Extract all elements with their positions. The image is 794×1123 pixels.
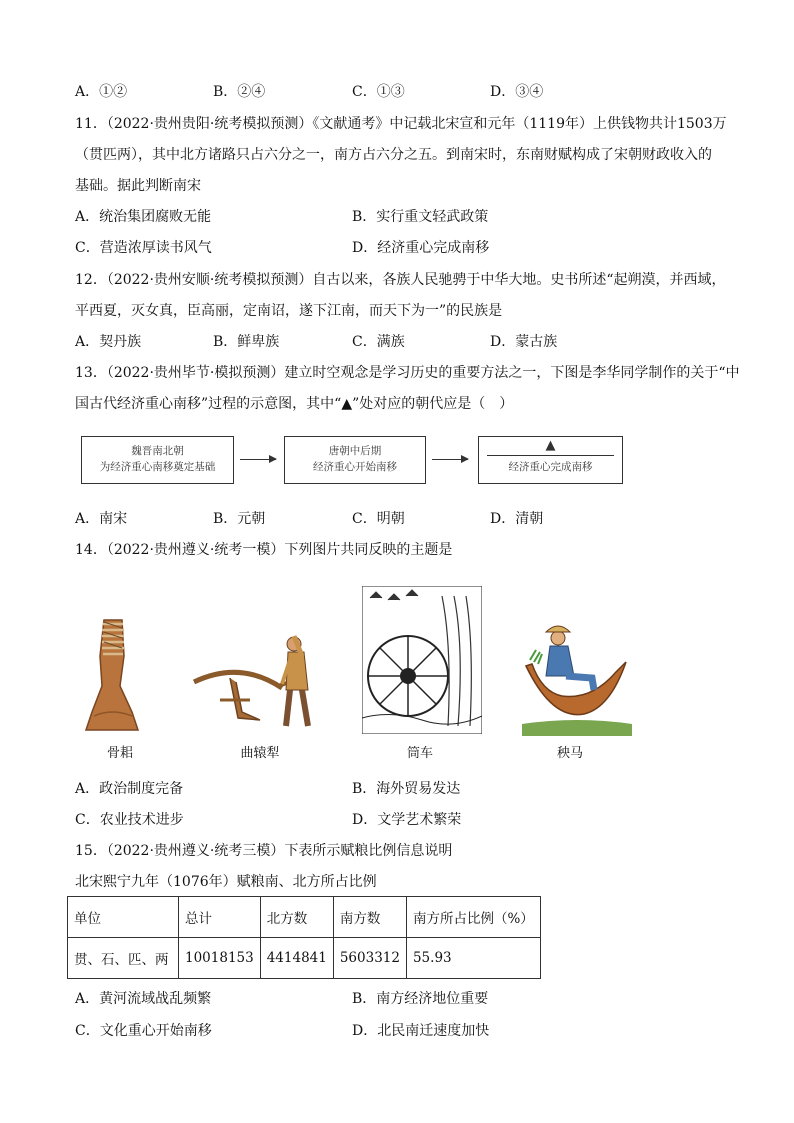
table-cell: 10018153: [179, 938, 261, 979]
bone-spade-image: [76, 616, 148, 734]
table-header-row: [68, 897, 541, 938]
table-cell: 贯、石、匹、两: [68, 938, 179, 979]
q12-option-d: D．蒙古族: [490, 334, 558, 350]
q13-option-b: B．元朝: [213, 511, 266, 527]
triangle-marker-icon: ▲: [545, 438, 556, 453]
flow-arrow-1: [240, 459, 276, 460]
q13-option-a: A．南宋: [75, 511, 128, 527]
caption-curved-plough: 曲辕犁: [240, 746, 280, 761]
q10-option-a: A．①②: [75, 84, 128, 100]
flow-box-tang: [284, 436, 426, 484]
table-row: [68, 938, 541, 979]
q11-option-c: C．营造浓厚读书风气: [75, 240, 212, 256]
table-header-cell: 总计: [179, 897, 261, 938]
flow-box2-desc: 经济重心开始南移: [313, 461, 397, 473]
table-header-cell: 北方数: [260, 897, 333, 938]
curved-plough-image: [190, 630, 330, 730]
q14-stem: 14．（2022·贵州遵义·统考一模）下列图片共同反映的主题是: [75, 542, 453, 558]
table-cell: 55.93: [406, 938, 540, 979]
q10-option-c: C．①③: [352, 84, 405, 100]
q15-table-title: 北宋熙宁九年（1076年）赋粮南、北方所占比例: [75, 874, 377, 890]
caption-water-wheel: 筒车: [406, 746, 433, 761]
tax-grain-table: [67, 896, 541, 979]
q13-option-c: C．明朝: [352, 511, 405, 527]
q11-stem-line2: （贯匹两），其中北方诸路只占六分之一，南方占六分之五。到南宋时，东南财赋构成了宋朝财政收入的: [75, 147, 712, 163]
q13-stem-line1: 13．（2022·贵州毕节·模拟预测）建立时空观念是学习历史的重要方法之一，下图是李华同学制作的关于“中: [75, 365, 740, 381]
water-wheel-image: [362, 586, 482, 734]
flow-arrow-2: [432, 459, 468, 460]
q15-option-d: D．北民南迁速度加快: [352, 1023, 490, 1039]
q11-option-b: B．实行重文轻武政策: [352, 209, 489, 225]
q12-stem-line2: 平西夏，灭女真，臣高丽，定南诏，遂下江南，而天下为一”的民族是: [75, 303, 503, 319]
q11-option-d: D．经济重心完成南移: [352, 240, 490, 256]
flow-box-unknown: [478, 436, 623, 484]
q10-option-b: B．②④: [213, 84, 266, 100]
q13-stem-line2: 国古代经济重心南移”过程的示意图，其中“▲”处对应的朝代应是（ ）: [75, 396, 514, 412]
q15-option-c: C．文化重心开始南移: [75, 1023, 212, 1039]
table-cell: 5603312: [333, 938, 406, 979]
q12-option-b: B．鲜卑族: [213, 334, 280, 350]
seedling-boat-image: [522, 620, 632, 736]
q10-option-d: D．③④: [490, 84, 544, 100]
table-header-cell: 单位: [68, 897, 179, 938]
q14-option-d: D．文学艺术繁荣: [352, 812, 462, 828]
q14-option-a: A．政治制度完备: [75, 781, 184, 797]
table-header-cell: 南方所占比例（%）: [406, 897, 540, 938]
q11-option-a: A．统治集团腐败无能: [75, 209, 212, 225]
table-header-cell: 南方数: [333, 897, 406, 938]
caption-seedling-boat: 秧马: [556, 746, 583, 761]
table-cell: 4414841: [260, 938, 333, 979]
q11-stem-line3: 基础。据此判断南宋: [75, 178, 201, 194]
flow-box1-title: 魏晋南北朝: [131, 445, 184, 457]
q14-option-c: C．农业技术进步: [75, 812, 184, 828]
q12-stem-line1: 12．（2022·贵州安顺·统考模拟预测）自古以来，各族人民驰骋于中华大地。史书所述“起朔漠，并西域，: [75, 272, 726, 288]
q12-option-a: A．契丹族: [75, 334, 142, 350]
q12-option-c: C．满族: [352, 334, 405, 350]
q15-option-b: B．南方经济地位重要: [352, 991, 489, 1007]
caption-bone-spade: 骨耜: [106, 746, 133, 761]
flow-box3-desc: 经济重心完成南移: [487, 455, 614, 475]
flow-box1-desc: 为经济重心南移奠定基础: [99, 461, 216, 473]
flow-box2-title: 唐朝中后期: [328, 445, 382, 457]
q15-option-a: A．黄河流域战乱频繁: [75, 991, 212, 1007]
flow-box-wei-jin: [81, 436, 234, 484]
q13-option-d: D．清朝: [490, 511, 544, 527]
q14-option-b: B．海外贸易发达: [352, 781, 461, 797]
q15-stem: 15．（2022·贵州遵义·统考三模）下表所示赋粮比例信息说明: [75, 843, 453, 859]
q11-stem-line1: 11．（2022·贵州贵阳·统考模拟预测）《文献通考》中记载北宋宣和元年（1119年）上供钱物共计1503万: [75, 116, 727, 132]
